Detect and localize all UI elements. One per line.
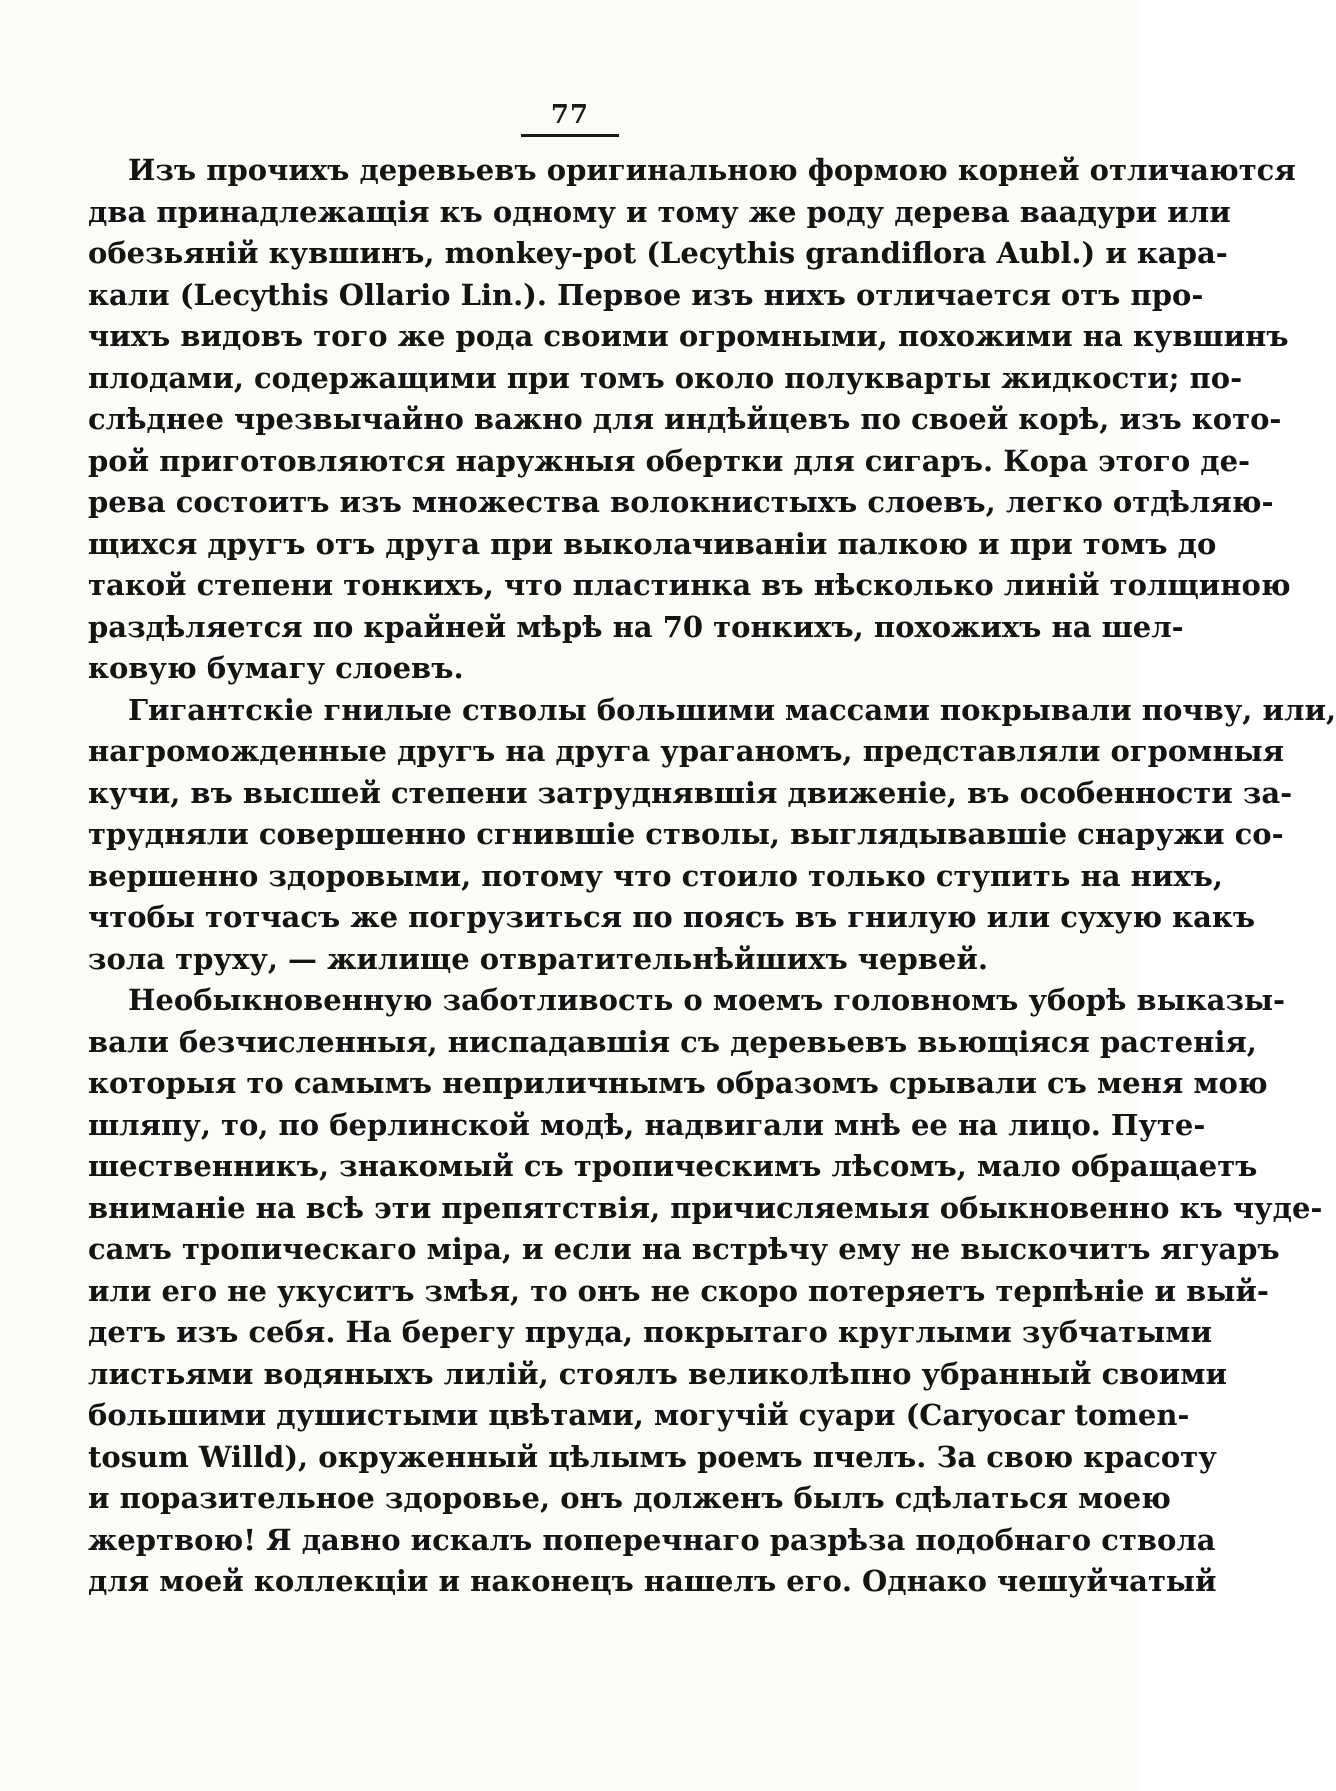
page-header (0, 100, 1140, 137)
text-line: раздѣляется по крайней мѣрѣ на 70 тонкихъ, похожихъ на шел- (88, 609, 1184, 644)
text-line: щихся другъ отъ друга при выколачиваніи палкою и при томъ до (88, 526, 1217, 561)
text-line: Необыкновенную заботливость о моемъ головномъ уборѣ выказы- (128, 983, 1286, 1017)
text-line: детъ изъ себя. На берегу пруда, покрытаго круглыми зубчатыми (88, 1315, 1213, 1349)
text-line: два принадлежащія къ одному и тому же роду дерева ваадури или (88, 194, 1231, 229)
text-line: трудняли совершенно сгнившіе стволы, выглядывавшіе снаружи со- (88, 817, 1284, 851)
text-line: вали безчисленныя, ниспадавшія съ деревьевъ вьющіяся растенія, (88, 1024, 1257, 1059)
page-body-text (88, 150, 1336, 1603)
paragraph (88, 690, 1336, 981)
text-line: рой приготовляются наружныя обертки для сигаръ. Кора этого де- (88, 443, 1251, 478)
text-line: такой степени тонкихъ, что пластинка въ нѣсколько линій толщиною (88, 568, 1291, 602)
paragraph (88, 980, 1323, 1603)
text-line: Изъ прочихъ деревьевъ оригинальною формою корней отличаются (128, 153, 1296, 187)
text-line: обезьяній кувшинъ, monkey-pot (Lecythis grandiflora Aubl.) и кара- (88, 236, 1228, 270)
text-line: для моей коллекціи и наконецъ нашелъ его. Однако чешуйчатый (88, 1564, 1217, 1598)
text-line: листьями водяныхъ лилій, стоялъ великолѣпно убранный своими (88, 1356, 1228, 1391)
text-line: которыя то самымъ неприличнымъ образомъ срывали съ меня мою (88, 1066, 1268, 1100)
page-number: 77 (521, 100, 619, 137)
text-line: вершенно здоровыми, потому что стоило только ступить на нихъ, (88, 858, 1224, 893)
text-line: tosum Willd), окруженный цѣлымъ роемъ пчелъ. За свою красоту (88, 1439, 1217, 1474)
text-line: или его не укуситъ змѣя, то онъ не скоро потеряетъ терпѣніе и вый- (88, 1273, 1269, 1308)
text-line: Гигантскіе гнилые стволы большими массами покрывали почву, или, (128, 692, 1336, 727)
text-line: чихъ видовъ того же рода своими огромными, похожими на кувшинъ (88, 319, 1289, 353)
text-line: кали (Lecythis Ollario Lin.). Первое изъ нихъ отличается отъ про- (88, 277, 1204, 312)
text-line: чтобы тотчасъ же погрузиться по поясъ въ гнилую или сухую какъ (88, 900, 1256, 934)
text-line: самъ тропическаго міра, и если на встрѣчу ему не выскочитъ ягуаръ (88, 1232, 1280, 1266)
text-line: шественникъ, знакомый съ тропическимъ лѣсомъ, мало обращаетъ (88, 1149, 1258, 1183)
text-line: большими душистыми цвѣтами, могучій суари (Caryocar tomen- (88, 1398, 1190, 1432)
text-line: кучи, въ высшей степени затруднявшія движеніе, въ особенности за- (88, 775, 1293, 810)
text-line: плодами, содержащими при томъ около полукварты жидкости; по- (88, 360, 1243, 395)
text-line: шляпу, то, по берлинской модѣ, надвигали мнѣ ее на лицо. Путе- (88, 1107, 1206, 1142)
text-line: ковую бумагу слоевъ. (88, 651, 464, 685)
text-line: рева состоитъ изъ множества волокнистыхъ слоевъ, легко отдѣляю- (88, 485, 1274, 519)
text-line: и поразительное здоровье, онъ долженъ былъ сдѣлаться моею (88, 1481, 1171, 1515)
text-line: жертвою! Я давно искалъ поперечнаго разрѣза подобнаго ствола (88, 1522, 1216, 1557)
text-line: вниманіе на всѣ эти препятствія, причисляемыя обыкновенно къ чуде- (88, 1190, 1323, 1225)
text-line: нагроможденные другъ на друга ураганомъ, представляли огромныя (88, 734, 1285, 768)
text-line: слѣднее чрезвычайно важно для индѣйцевъ по своей корѣ, изъ кото- (88, 402, 1282, 436)
text-line: зола труху, — жилище отвратительнѣйшихъ червей. (88, 941, 988, 976)
paragraph (88, 150, 1296, 690)
